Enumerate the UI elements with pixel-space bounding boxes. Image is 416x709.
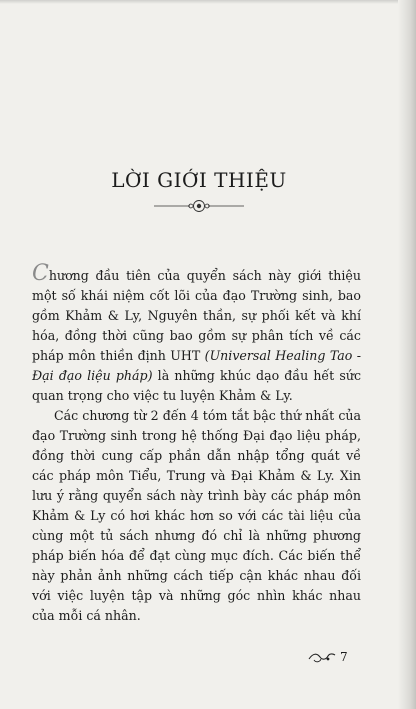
page-number: 7 xyxy=(340,650,348,664)
body-text xyxy=(32,261,361,626)
chapter-heading xyxy=(0,168,398,214)
page-title: LỜI GIỚI THIỆU xyxy=(111,168,287,192)
paragraph-chapters: Các chương từ 2 đến 4 tóm tắt bậc thứ nhất của đạo Trường sinh trong hệ thống Đại đạo liệu pháp, đồng thời cung cấp phần dẫn nhập tổng quát về các pháp môn Tiểu, Trung và Đại Khảm & Ly. Xin lưu ý rằng quyển sách này trình bày các pháp môn Khảm & Ly có hơi khác hơn so với các tài liệu của cùng một tủ sách nhưng đó chỉ là những phương pháp biến hóa để đạt cùng mục đích. Các biến thể này phản ảnh những cách tiếp cận khác nhau đối với việc luyện tập và những góc nhìn khác nhau của mỗi cá nhân. xyxy=(32,408,361,623)
paragraph-intro-text: hương đầu tiên của quyển sách này giới thiệu một số khái niệm cốt lõi của đạo Trường sinh, bao gồm Khảm & Ly, Nguyên thần, sự phối kết và khí hóa, đồng thời cũng bao gồm sự phân tích về các pháp môn thiền định UHT xyxy=(32,268,361,363)
page-top-edge xyxy=(0,0,416,4)
paragraph-intro xyxy=(32,261,361,406)
page-right-edge xyxy=(398,0,416,709)
page-footer xyxy=(308,649,348,665)
drop-cap: C xyxy=(32,261,49,286)
swirl-ornament-icon xyxy=(308,650,336,664)
paragraph-intro-italic: (Universal Healing Tao - Đại đạo liệu pháp) xyxy=(32,348,361,383)
paragraph-intro-text-end: là những khúc dạo đầu hết sức quan trọng cho việc tu luyện Khảm & Ly. xyxy=(32,368,361,403)
title-ornament-icon xyxy=(154,198,244,214)
